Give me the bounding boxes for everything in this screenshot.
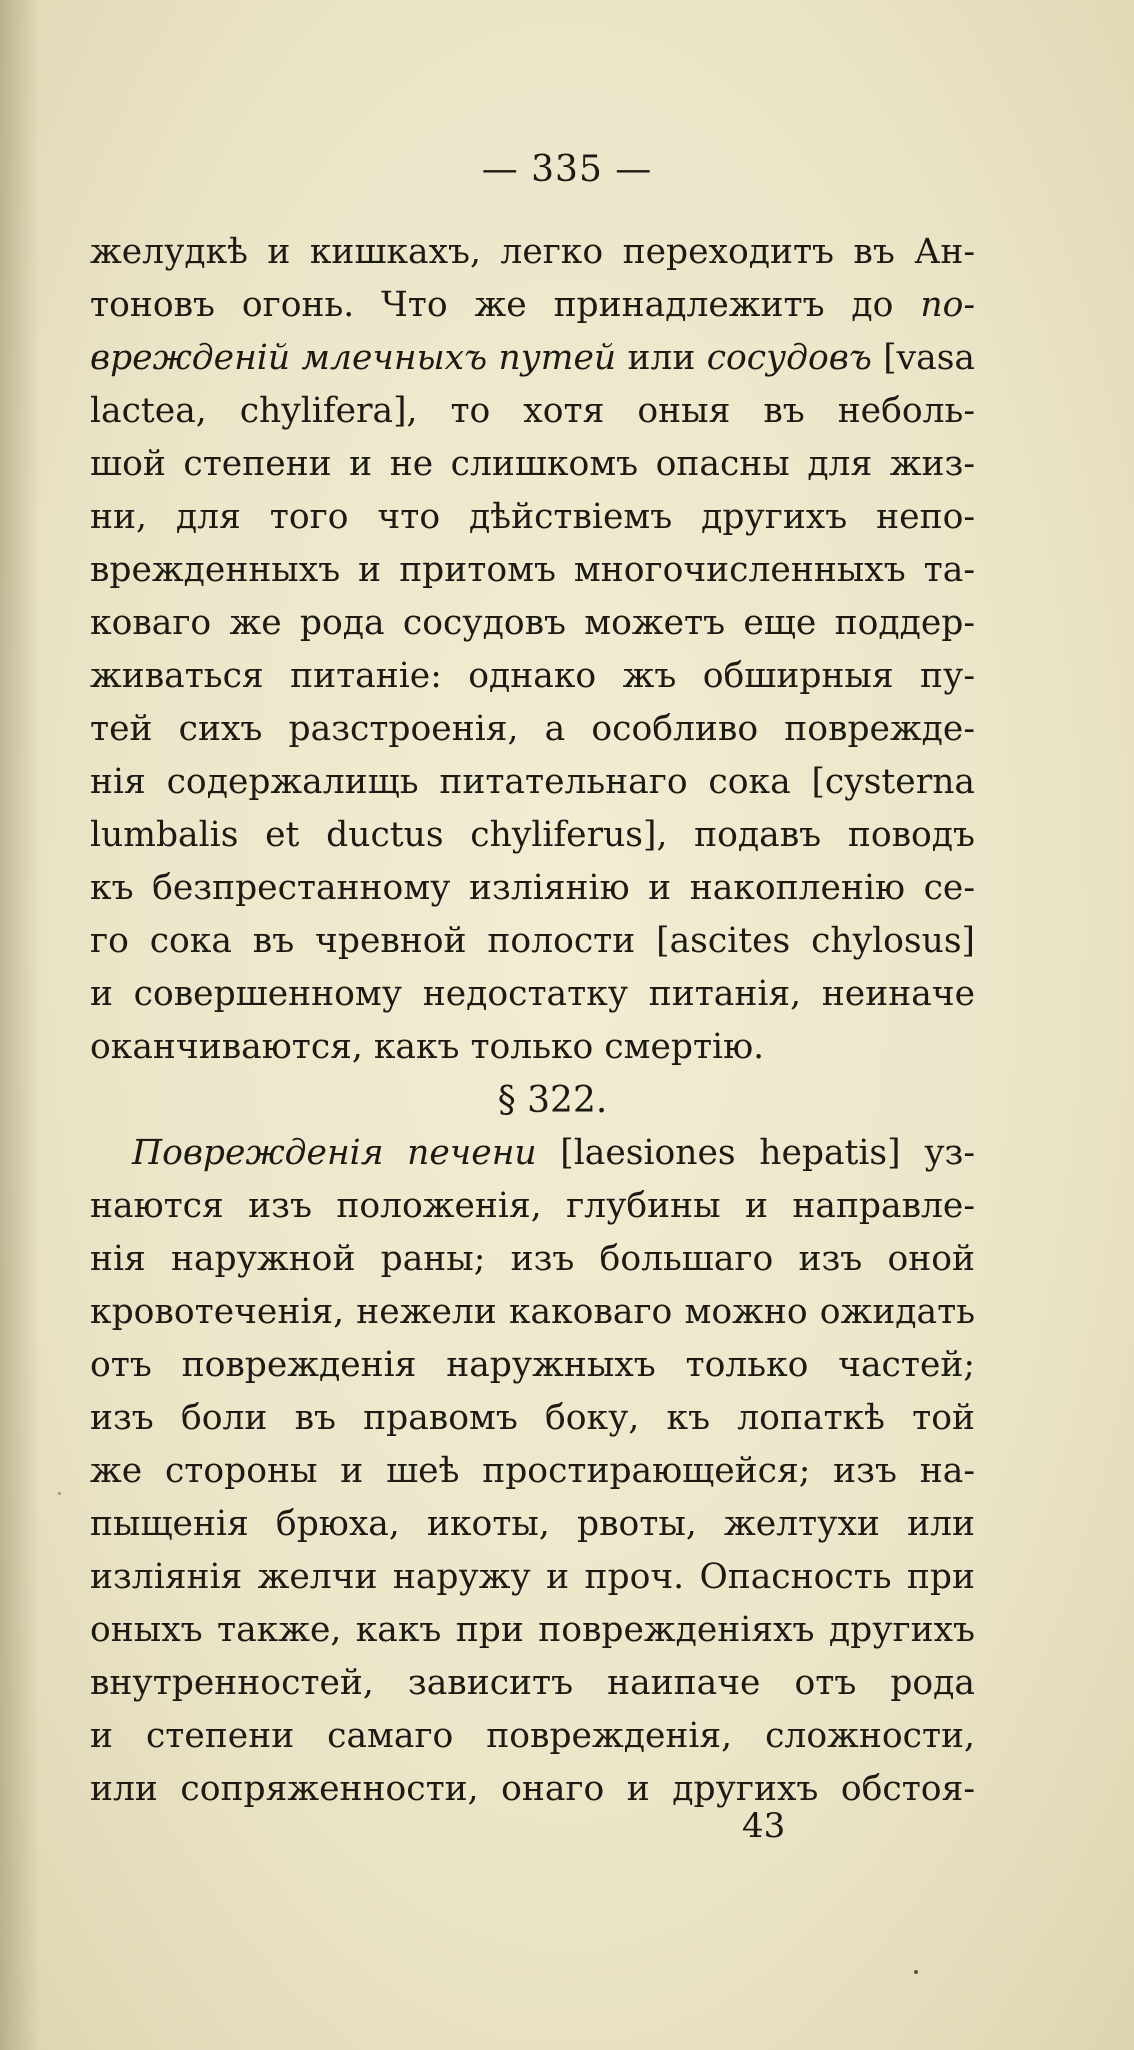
text-line xyxy=(90,279,975,332)
text-line: и степени самаго поврежденія, сложности, xyxy=(90,1716,975,1756)
text-line-run: [laesiones hepatis] уз- xyxy=(560,1133,975,1173)
text-body xyxy=(90,226,975,1816)
text-line-run: тоновъ огонь. Что же принадлежитъ до xyxy=(90,285,894,325)
paper-speck xyxy=(58,1492,61,1495)
text-line: го сока въ чревной полости [ascites chylosus] xyxy=(90,921,975,961)
section-heading: § 322. xyxy=(497,1080,608,1121)
text-line: отъ поврежденія наружныхъ только частей; xyxy=(90,1345,975,1385)
text-line: или сопряженности, онаго и другихъ обстоя- xyxy=(90,1769,975,1809)
text-line: и совершенному недостатку питанія, неиначе xyxy=(90,974,975,1014)
text-line: шой степени и не слишкомъ опасны для жиз- xyxy=(90,444,975,484)
text-line-run: [vasa xyxy=(883,338,975,378)
text-line: коваго же рода сосудовъ можетъ еще поддер- xyxy=(90,603,975,643)
page-number-header: — 335 — xyxy=(481,149,653,190)
text-line xyxy=(90,1127,975,1180)
text-line: тей сихъ разстроенія, а особливо поврежде- xyxy=(90,709,975,749)
text-line-run: или xyxy=(627,338,696,378)
text-line: нія наружной раны; изъ большаго изъ оной xyxy=(90,1239,975,1279)
text-line: lactea, chylifera], то хотя оныя въ неболь- xyxy=(90,391,975,431)
binding-shadow xyxy=(0,0,40,2050)
text-line xyxy=(90,332,975,385)
text-line: къ безпрестанному изліянію и накопленію се- xyxy=(90,868,975,908)
text-line: пыщенія брюха, икоты, рвоты, желтухи или xyxy=(90,1504,975,1544)
text-line: кровотеченія, нежели каковаго можно ожидать xyxy=(90,1292,975,1332)
text-line: внутренностей, зависитъ наипаче отъ рода xyxy=(90,1663,975,1703)
text-line: нія содержалищь питательнаго сока [cysterna xyxy=(90,762,975,802)
italic-term: врежденій млечныхъ путей xyxy=(90,338,617,378)
text-line: желудкѣ и кишкахъ, легко переходитъ въ Ан- xyxy=(90,232,975,272)
italic-term: Поврежденія печени xyxy=(132,1133,537,1173)
text-line: изліянія желчи наружу и проч. Опасность при xyxy=(90,1557,975,1597)
text-line: наются изъ положенія, глубины и направле- xyxy=(90,1186,975,1226)
text-line: изъ боли въ правомъ боку, къ лопаткѣ той xyxy=(90,1398,975,1438)
text-line: живаться питаніе: однако жъ обширныя пу- xyxy=(90,656,975,696)
italic-term: сосудовъ xyxy=(706,338,872,378)
text-line: врежденныхъ и притомъ многочисленныхъ та- xyxy=(90,550,975,590)
italic-term: по- xyxy=(920,285,975,325)
signature-mark: 43 xyxy=(742,1806,786,1846)
paper-speck xyxy=(914,1970,918,1974)
text-line: же стороны и шеѣ простирающейся; изъ на- xyxy=(90,1451,975,1491)
text-line: ни, для того что дѣйствіемъ другихъ непо- xyxy=(90,497,975,537)
text-line: lumbalis et ductus chyliferus], подавъ поводъ xyxy=(90,815,975,855)
text-line: оканчиваются, какъ только смертію. xyxy=(90,1027,765,1067)
text-line: оныхъ также, какъ при поврежденіяхъ другихъ xyxy=(90,1610,975,1650)
